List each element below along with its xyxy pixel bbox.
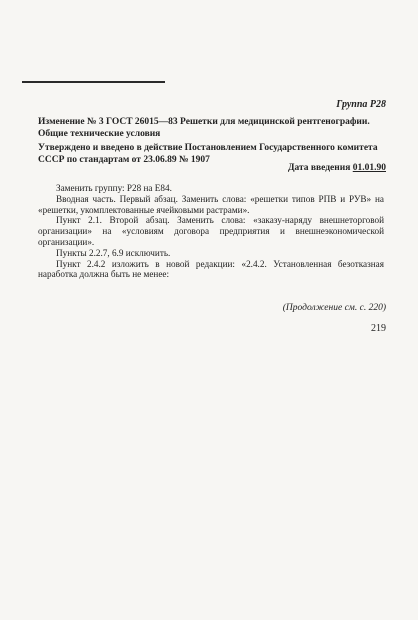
amendment-body <box>38 183 384 280</box>
group-code: Группа Р28 <box>336 99 386 110</box>
date-value: 01.01.90 <box>352 163 386 173</box>
page-number: 219 <box>371 323 386 334</box>
paragraph: Пункты 2.2.7, 6.9 исключить. <box>56 247 171 258</box>
amendment-title: Изменение № 3 ГОСТ 26015—83 Решетки для медицинской рентгенографии. Общие технические условия <box>38 117 370 139</box>
paragraph: Пункт 2.1. Второй абзац. Заменить слова: «заказу-наряду внешнеторговой организации» на «условиям договора предприятия и внешнеэкономической организации». <box>38 215 384 247</box>
paragraph: Пункт 2.4.2 изложить в новой редакции: «2.4.2. Установленная безотказная наработка должна быть не менее: <box>38 258 384 280</box>
approval-statement: Утверждено и введено в действие Постановлением Государственного комитета СССР по стандартам от 23.06.89 № 1907 <box>38 143 378 165</box>
top-rule <box>22 81 165 83</box>
effective-date <box>288 163 386 173</box>
paragraph: Заменить группу: Р28 на Е84. <box>56 183 172 193</box>
continuation-note: (Продолжение см. с. 220) <box>282 303 386 313</box>
date-label: Дата введения <box>287 163 351 173</box>
paragraph: Вводная часть. Первый абзац. Заменить слова: «решетки типов РПВ и РУВ» на «решетки, укомплектованные ячейковыми растрами». <box>38 193 384 215</box>
